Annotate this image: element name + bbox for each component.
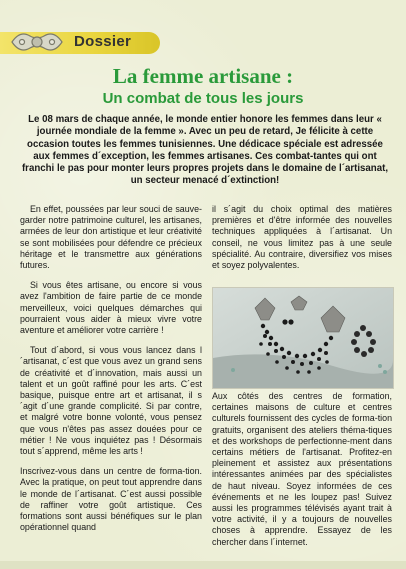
section-label: Dossier (74, 33, 132, 50)
left-column (20, 204, 202, 542)
right-column-top (212, 204, 392, 279)
paragraph: Inscrivez-vous dans un centre de forma-tion. Avec la pratique, on peut tout apprendre dans le monde de l´artisanat. C´est aussi possible de raffiner votre goût artistique. Ces formations sont aussi bénéfiques sur le plan opérationnel quand (20, 466, 202, 533)
paragraph: Aux côtés des centres de formation, certaines maisons de culture et centres culturels fournissent des cycles de forma-tion gratuits, organisent des ateliers théma-tiques et des workshops de perfectionne-ment dans certains métiers de l'artisanat. Profitez-en pleinement et assistez aux présentations intéressantes animées par des spécialistes de haut niveau. Soyez informées de ces événements et ne les loupez pas! Suivez aussi les programmes télévisés ayant trait à votre activité, il y a toujours de nouvelles choses à apprendre. Essayez de les chercher dans l´internet. (212, 391, 392, 547)
article-subtitle: Un combat de tous les jours (102, 90, 304, 107)
article-title: La femme artisane : (112, 64, 294, 88)
paragraph: Si vous êtes artisane, ou encore si vous avez l'ambition de faire partie de ce monde merveilleux, voici quelques démarches qui pourraient vous aider à mieux vivre votre aventure et améliorer votre carrière ! (20, 280, 202, 336)
paragraph: il s´agit du choix optimal des matières premières et d'être informée des nouvelles techniques appliquées à l´artisanat. Un conseil, ne vous limitez pas à une seule spécialité. Au contraire, diversifiez vos mises et soyez polyvalentes. (212, 204, 392, 271)
bottom-border (0, 561, 406, 569)
paragraph: En effet, poussées par leur souci de sauve-garder notre patrimoine culturel, les artisanes, armées de leur don artistique et leur créativité se sont mobilisées pour défendre ce précieux héritage et le transmettre aux générations futures. (20, 204, 202, 271)
jewelry-photo (212, 287, 394, 389)
ornament-icon (8, 26, 66, 58)
article-intro: Le 08 mars de chaque année, le monde entier honore les femmes dans leur « journée mondiale de la femme ». Avec un peu de retard, Je félicite à cette occasion toutes les femmes tunisiennes. Une dédicace spéciale est adressée aux femmes d´exception, les femmes artisanes. Ces combat-tantes qui ont franchi le pas pour monter leurs propres projets dans le domaine de l´artisanat, un secteur menacé d´extinction! (21, 114, 389, 187)
paragraph: Tout d´abord, si vous vous lancez dans l´artisanat, c´est que vous avez un grand sens de créativité et d´innovation, mais aussi un talent et un goût raffiné pour les arts. C´est basique, puisque entre art et artisanat, il s´agit d´une grande complicité. Si par contre, et malgré votre bonne volonté, vous pensez que vous n'êtes pas assez douées pour ce métier ! Ne vous inquiétez pas ! Désormais tout s´apprend, même les arts ! (20, 345, 202, 457)
right-column-bottom (212, 391, 392, 548)
